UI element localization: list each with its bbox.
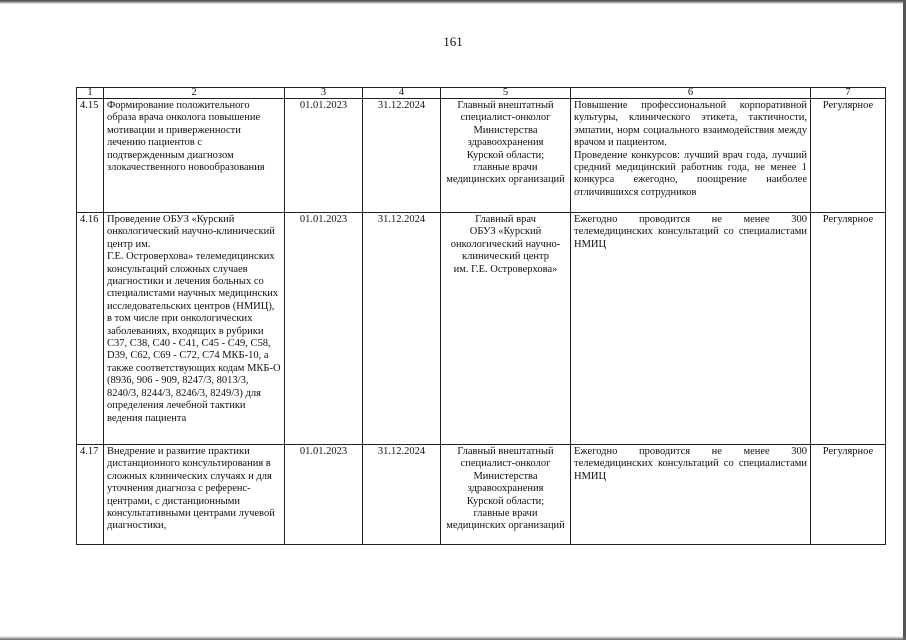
scan-bottom-edge xyxy=(0,636,906,640)
header-cell: 2 xyxy=(104,88,285,99)
result-cell: Повышение профессиональной корпоративной культуры, клинического этикета, тактичности, эмпатии, норм социального взаимодействия между врачом и пациентом. Проведение конкурсов: лучший врач года, лучший средний медицинский работник года, не менее 1 конкурса ежегодно, поощрение наиболее отличившихся сотрудников xyxy=(571,99,811,213)
periodicity-cell: Регулярное xyxy=(811,213,886,445)
periodicity-cell: Регулярное xyxy=(811,445,886,545)
periodicity-cell: Регулярное xyxy=(811,99,886,213)
table-row xyxy=(77,445,886,545)
start-date-cell: 01.01.2023 xyxy=(285,213,363,445)
end-date-cell: 31.12.2024 xyxy=(363,445,441,545)
header-cell: 1 xyxy=(77,88,104,99)
header-cell: 6 xyxy=(571,88,811,99)
activity-cell: Формирование положительного образа врача онколога повышение мотивации и приверженности лечению пациентов с подтвержденным диагнозом злокачественного новообразования xyxy=(104,99,285,213)
page-number: 161 xyxy=(443,34,463,49)
row-number: 4.17 xyxy=(77,445,104,545)
activity-cell: Внедрение и развитие практики дистанционного консультирования в сложных клинических случаях и для уточнения диагноза с референс-центрами, с дистанционными консультативными центрами лучевой диагностики, xyxy=(104,445,285,545)
result-cell: Ежегодно проводится не менее 300 телемедицинских консультаций со специалистами НМИЦ xyxy=(571,213,811,445)
end-date-cell: 31.12.2024 xyxy=(363,99,441,213)
header-cell: 4 xyxy=(363,88,441,99)
table-row xyxy=(77,213,886,445)
activity-cell: Проведение ОБУЗ «Курский онкологический научно-клинический центр им. Г.Е. Островерхова» телемедицинских консультаций сложных случаев диагностики и лечения больных со специалистами научных медицинских исследовательских центров (НМИЦ), в том числе при онкологических заболеваниях, входящих в рубрики С37, С38, С40 - С41, С45 - С49, С58, D39, С62, С69 - С72, С74 МКБ-10, а также соответствующих кодам МКБ-О (8936, 906 - 909, 8247/3, 8013/3, 8240/3, 8244/3, 8246/3, 8249/3) для определения лечебной тактики ведения пациента xyxy=(104,213,285,445)
end-date-cell: 31.12.2024 xyxy=(363,213,441,445)
header-cell: 3 xyxy=(285,88,363,99)
plan-table xyxy=(76,87,886,545)
header-cell: 7 xyxy=(811,88,886,99)
executor-cell: Главный внештатный специалист-онколог Министерства здравоохранения Курской области; главные врачи медицинских организаций xyxy=(441,445,571,545)
executor-cell: Главный врач ОБУЗ «Курский онкологический научно- клинический центр им. Г.Е. Островерхова» xyxy=(441,213,571,445)
start-date-cell: 01.01.2023 xyxy=(285,445,363,545)
start-date-cell: 01.01.2023 xyxy=(285,99,363,213)
table-row xyxy=(77,99,886,213)
row-number: 4.16 xyxy=(77,213,104,445)
header-row xyxy=(77,88,886,99)
row-number: 4.15 xyxy=(77,99,104,213)
header-cell: 5 xyxy=(441,88,571,99)
result-cell: Ежегодно проводится не менее 300 телемедицинских консультаций со специалистами НМИЦ xyxy=(571,445,811,545)
scan-top-edge xyxy=(0,0,906,4)
executor-cell: Главный внештатный специалист-онколог Министерства здравоохранения Курской области; главные врачи медицинских организаций xyxy=(441,99,571,213)
